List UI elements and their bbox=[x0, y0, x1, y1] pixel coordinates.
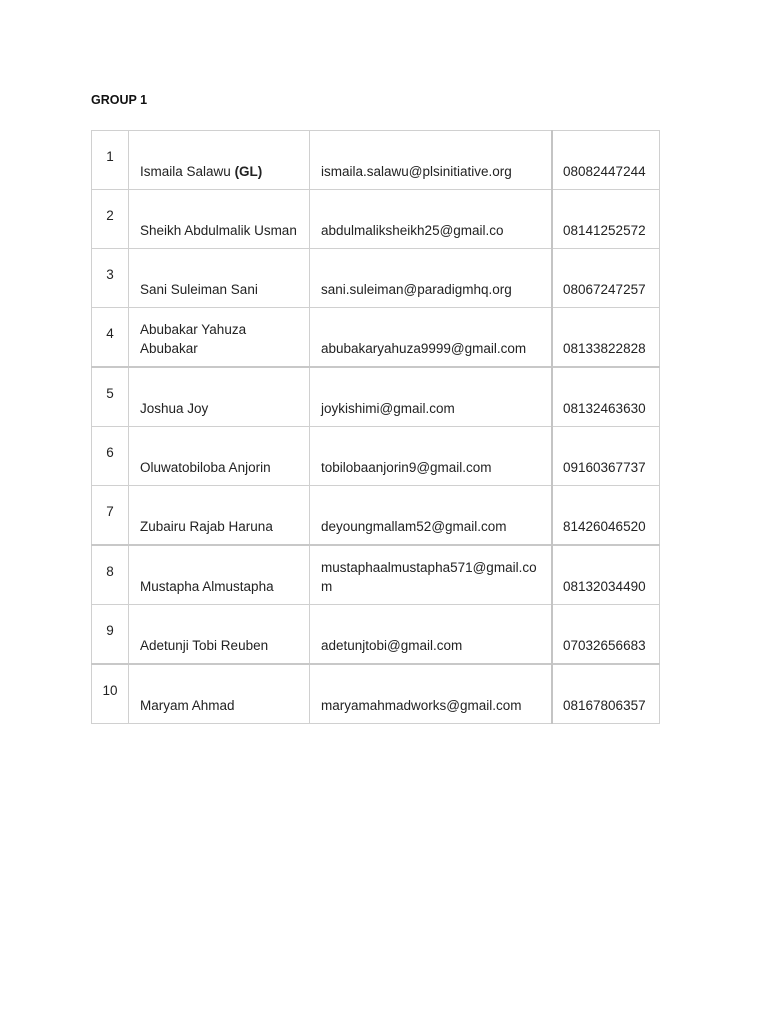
row-number-cell bbox=[92, 190, 129, 249]
row-number-cell bbox=[92, 427, 129, 486]
table-row bbox=[92, 367, 660, 427]
email-cell bbox=[310, 605, 553, 665]
member-phone: 81426046520 bbox=[563, 519, 646, 534]
row-number-cell bbox=[92, 367, 129, 427]
member-name: Maryam Ahmad bbox=[140, 698, 235, 713]
row-number-cell bbox=[92, 664, 129, 724]
member-name: Mustapha Almustapha bbox=[140, 579, 274, 594]
member-name: Sani Suleiman Sani bbox=[140, 282, 258, 297]
row-number: 8 bbox=[106, 564, 114, 579]
member-name: Adetunji Tobi Reuben bbox=[140, 638, 269, 653]
member-phone: 08167806357 bbox=[563, 698, 646, 713]
row-number: 4 bbox=[106, 326, 114, 341]
table-row bbox=[92, 605, 660, 665]
group-title: GROUP 1 bbox=[91, 93, 148, 107]
member-name: Zubairu Rajab Haruna bbox=[140, 519, 273, 534]
phone-cell bbox=[552, 545, 660, 605]
member-name: Abubakar Yahuza Abubakar bbox=[140, 322, 247, 356]
member-phone: 07032656683 bbox=[563, 638, 646, 653]
member-phone: 09160367737 bbox=[563, 460, 646, 475]
row-number-cell bbox=[92, 308, 129, 368]
member-phone: 08141252572 bbox=[563, 223, 646, 238]
phone-cell bbox=[552, 249, 660, 308]
table-row bbox=[92, 131, 660, 190]
name-cell bbox=[129, 131, 310, 190]
email-cell bbox=[310, 308, 553, 368]
member-email: deyoungmallam52@gmail.com bbox=[321, 519, 507, 534]
name-cell bbox=[129, 545, 310, 605]
member-name: Sheikh Abdulmalik Usman bbox=[140, 223, 297, 238]
member-phone: 08067247257 bbox=[563, 282, 646, 297]
email-cell bbox=[310, 427, 553, 486]
name-cell bbox=[129, 486, 310, 546]
member-email: adetunjtobi@gmail.com bbox=[321, 638, 463, 653]
phone-cell bbox=[552, 427, 660, 486]
member-phone: 08132463630 bbox=[563, 401, 646, 416]
table-row bbox=[92, 427, 660, 486]
table-row bbox=[92, 664, 660, 724]
row-number: 9 bbox=[106, 623, 114, 638]
name-cell bbox=[129, 427, 310, 486]
member-phone: 08132034490 bbox=[563, 579, 646, 594]
row-number: 7 bbox=[106, 504, 114, 519]
row-number-cell bbox=[92, 545, 129, 605]
phone-cell bbox=[552, 190, 660, 249]
member-email: abdulmaliksheikh25@gmail.co bbox=[321, 223, 504, 238]
table-row bbox=[92, 545, 660, 605]
phone-cell bbox=[552, 367, 660, 427]
member-email: mustaphaalmustapha571@gmail.com bbox=[321, 560, 537, 594]
member-name: Joshua Joy bbox=[140, 401, 209, 416]
name-cell bbox=[129, 605, 310, 665]
row-number: 5 bbox=[106, 386, 114, 401]
member-name: Oluwatobiloba Anjorin bbox=[140, 460, 271, 475]
row-number: 6 bbox=[106, 445, 114, 460]
phone-cell bbox=[552, 308, 660, 368]
row-number-cell bbox=[92, 249, 129, 308]
member-email: ismaila.salawu@plsinitiative.org bbox=[321, 164, 512, 179]
phone-cell bbox=[552, 486, 660, 546]
member-table bbox=[91, 130, 660, 724]
table-row bbox=[92, 308, 660, 368]
name-cell bbox=[129, 367, 310, 427]
member-phone: 08082447244 bbox=[563, 164, 646, 179]
row-number-cell bbox=[92, 605, 129, 665]
name-cell bbox=[129, 249, 310, 308]
email-cell bbox=[310, 249, 553, 308]
row-number: 10 bbox=[102, 683, 118, 698]
email-cell bbox=[310, 664, 553, 724]
member-email: sani.suleiman@paradigmhq.org bbox=[321, 282, 512, 297]
row-number: 3 bbox=[106, 267, 114, 282]
member-phone: 08133822828 bbox=[563, 341, 646, 356]
email-cell bbox=[310, 131, 553, 190]
phone-cell bbox=[552, 131, 660, 190]
row-number-cell bbox=[92, 486, 129, 546]
row-number: 2 bbox=[106, 208, 114, 223]
row-number: 1 bbox=[106, 149, 114, 164]
email-cell bbox=[310, 367, 553, 427]
row-number-cell bbox=[92, 131, 129, 190]
group-leader-tag: (GL) bbox=[234, 164, 263, 179]
email-cell bbox=[310, 190, 553, 249]
member-email: joykishimi@gmail.com bbox=[321, 401, 455, 416]
name-cell bbox=[129, 190, 310, 249]
phone-cell bbox=[552, 664, 660, 724]
member-email: abubakaryahuza9999@gmail.com bbox=[321, 341, 527, 356]
phone-cell bbox=[552, 605, 660, 665]
table-row bbox=[92, 249, 660, 308]
email-cell bbox=[310, 486, 553, 546]
email-cell bbox=[310, 545, 553, 605]
member-name: Ismaila Salawu bbox=[140, 164, 231, 179]
member-email: maryamahmadworks@gmail.com bbox=[321, 698, 522, 713]
name-cell bbox=[129, 664, 310, 724]
table-row bbox=[92, 486, 660, 546]
table-row bbox=[92, 190, 660, 249]
name-cell bbox=[129, 308, 310, 368]
member-email: tobilobaanjorin9@gmail.com bbox=[321, 460, 492, 475]
